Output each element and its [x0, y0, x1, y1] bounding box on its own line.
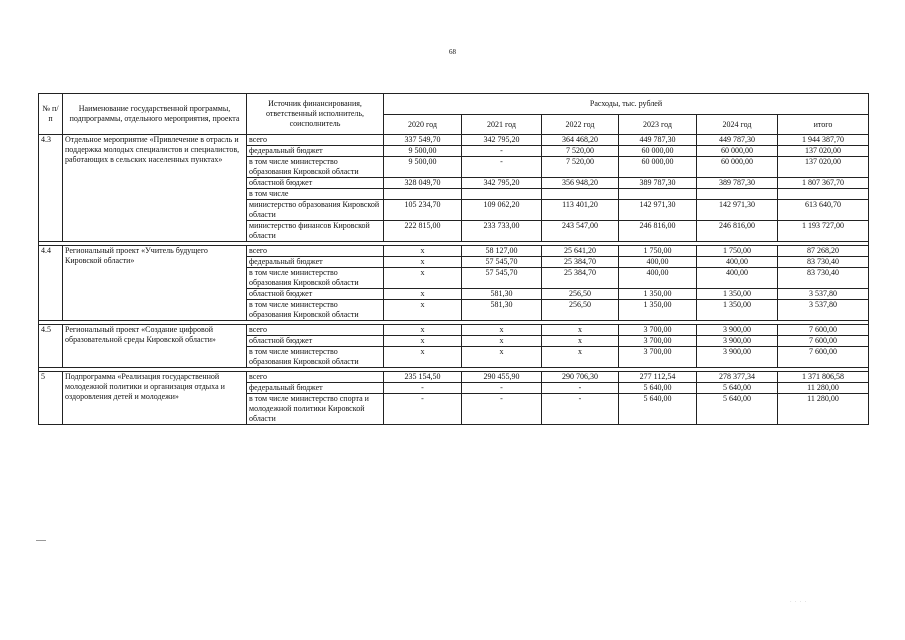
funding-source: областной бюджет	[247, 178, 384, 189]
total-cell: 137 020,00	[778, 146, 869, 157]
amount-cell: -	[542, 383, 619, 394]
amount-cell: -	[384, 383, 462, 394]
total-cell: 7 600,00	[778, 325, 869, 336]
total-cell	[778, 189, 869, 200]
amount-cell: 5 640,00	[697, 383, 778, 394]
funding-source: министерство финансов Кировской области	[247, 221, 384, 242]
amount-cell: 142 971,30	[697, 200, 778, 221]
total-cell: 83 730,40	[778, 268, 869, 289]
header-no: № п/п	[39, 94, 63, 135]
amount-cell: 400,00	[619, 257, 697, 268]
funding-source: федеральный бюджет	[247, 146, 384, 157]
header-year: 2020 год	[384, 115, 462, 135]
header-expenses: Расходы, тыс. рублей	[384, 94, 869, 115]
funding-source: министерство образования Кировской области	[247, 200, 384, 221]
amount-cell: 57 545,70	[462, 268, 542, 289]
program-name: Региональный проект «Учитель будущего Кировской области»	[63, 246, 247, 321]
amount-cell: 246 816,00	[697, 221, 778, 242]
table-row	[39, 372, 869, 383]
funding-source: всего	[247, 372, 384, 383]
amount-cell: 25 384,70	[542, 257, 619, 268]
amount-cell	[462, 189, 542, 200]
page-number: 68	[449, 48, 456, 56]
total-cell: 87 268,20	[778, 246, 869, 257]
header-source: Источник финансирования, ответственный исполнитель, соисполнитель	[247, 94, 384, 135]
amount-cell: 9 500,00	[384, 157, 462, 178]
amount-cell: 342 795,20	[462, 178, 542, 189]
amount-cell: 9 500,00	[384, 146, 462, 157]
row-number: 4.5	[39, 325, 63, 368]
amount-cell: 60 000,00	[697, 157, 778, 178]
header-name: Наименование государственной программы, подпрограммы, отдельного мероприятия, проекта	[63, 94, 247, 135]
amount-cell: 364 468,20	[542, 135, 619, 146]
amount-cell: 278 377,34	[697, 372, 778, 383]
amount-cell	[384, 189, 462, 200]
header-year: 2023 год	[619, 115, 697, 135]
amount-cell: 400,00	[697, 268, 778, 289]
total-cell: 1 193 727,00	[778, 221, 869, 242]
amount-cell: 25 384,70	[542, 268, 619, 289]
amount-cell: 337 549,70	[384, 135, 462, 146]
amount-cell: 1 350,00	[619, 300, 697, 321]
amount-cell: х	[384, 246, 462, 257]
header-year: 2022 год	[542, 115, 619, 135]
amount-cell: 256,50	[542, 289, 619, 300]
amount-cell: -	[542, 394, 619, 425]
table-row	[39, 135, 869, 146]
amount-cell: 222 815,00	[384, 221, 462, 242]
total-cell: 7 600,00	[778, 347, 869, 368]
total-cell: 83 730,40	[778, 257, 869, 268]
amount-cell: х	[384, 347, 462, 368]
amount-cell: 7 520,00	[542, 157, 619, 178]
amount-cell: 58 127,00	[462, 246, 542, 257]
amount-cell: 5 640,00	[697, 394, 778, 425]
amount-cell: 233 733,00	[462, 221, 542, 242]
amount-cell: 256,50	[542, 300, 619, 321]
amount-cell: х	[542, 325, 619, 336]
amount-cell: х	[462, 325, 542, 336]
amount-cell: х	[384, 289, 462, 300]
funding-source: в том числе министерство образования Кировской области	[247, 347, 384, 368]
funding-source: в том числе министерство спорта и молодежной политики Кировской области	[247, 394, 384, 425]
amount-cell: 290 706,30	[542, 372, 619, 383]
amount-cell: 142 971,30	[619, 200, 697, 221]
row-number: 4.3	[39, 135, 63, 242]
amount-cell: 113 401,20	[542, 200, 619, 221]
amount-cell: 389 787,30	[697, 178, 778, 189]
table-body	[39, 135, 869, 425]
amount-cell: 400,00	[697, 257, 778, 268]
amount-cell: 3 700,00	[619, 336, 697, 347]
amount-cell: 1 350,00	[697, 289, 778, 300]
funding-source: федеральный бюджет	[247, 383, 384, 394]
amount-cell: 235 154,50	[384, 372, 462, 383]
table-row	[39, 246, 869, 257]
amount-cell: 1 750,00	[697, 246, 778, 257]
amount-cell: х	[462, 347, 542, 368]
header-total: итого	[778, 115, 869, 135]
amount-cell: 1 750,00	[619, 246, 697, 257]
amount-cell: 7 520,00	[542, 146, 619, 157]
funding-source: в том числе министерство образования Кировской области	[247, 157, 384, 178]
amount-cell: 581,30	[462, 300, 542, 321]
funding-source: всего	[247, 325, 384, 336]
amount-cell: 57 545,70	[462, 257, 542, 268]
total-cell: 3 537,80	[778, 300, 869, 321]
amount-cell: -	[462, 146, 542, 157]
amount-cell: 342 795,20	[462, 135, 542, 146]
amount-cell: х	[542, 347, 619, 368]
funding-source: в том числе министерство образования Кировской области	[247, 268, 384, 289]
total-cell: 137 020,00	[778, 157, 869, 178]
amount-cell: 60 000,00	[619, 146, 697, 157]
amount-cell: 3 700,00	[619, 325, 697, 336]
amount-cell: х	[384, 300, 462, 321]
program-name: Подпрограмма «Реализация государственной молодежной политики и организация отдыха и оздоровления детей и молодежи»	[63, 372, 247, 425]
amount-cell: 3 700,00	[619, 347, 697, 368]
amount-cell: -	[462, 394, 542, 425]
total-cell: 7 600,00	[778, 336, 869, 347]
total-cell: 11 280,00	[778, 394, 869, 425]
funding-source: областной бюджет	[247, 289, 384, 300]
amount-cell: х	[462, 336, 542, 347]
budget-table	[38, 93, 869, 425]
funding-source: всего	[247, 135, 384, 146]
amount-cell	[542, 189, 619, 200]
scan-smudge: · · · ·	[790, 600, 808, 605]
amount-cell	[697, 189, 778, 200]
amount-cell: 277 112,54	[619, 372, 697, 383]
program-name: Региональный проект «Создание цифровой образовательной среды Кировской области»	[63, 325, 247, 368]
amount-cell: 243 547,00	[542, 221, 619, 242]
amount-cell: 25 641,20	[542, 246, 619, 257]
program-name: Отдельное мероприятие «Привлечение в отрасль и поддержка молодых специалистов и специалистов, работающих в сельских населенных пунктах»	[63, 135, 247, 242]
amount-cell: 581,30	[462, 289, 542, 300]
amount-cell: х	[542, 336, 619, 347]
amount-cell: 5 640,00	[619, 383, 697, 394]
amount-cell: х	[384, 325, 462, 336]
amount-cell: 105 234,70	[384, 200, 462, 221]
amount-cell: х	[384, 336, 462, 347]
header-year: 2024 год	[697, 115, 778, 135]
amount-cell: 3 900,00	[697, 325, 778, 336]
row-number: 4.4	[39, 246, 63, 321]
amount-cell: х	[384, 257, 462, 268]
amount-cell: 1 350,00	[697, 300, 778, 321]
amount-cell: -	[462, 383, 542, 394]
row-number: 5	[39, 372, 63, 425]
amount-cell: 328 049,70	[384, 178, 462, 189]
amount-cell: 3 900,00	[697, 347, 778, 368]
amount-cell: 60 000,00	[697, 146, 778, 157]
amount-cell: 290 455,90	[462, 372, 542, 383]
total-cell: 3 537,80	[778, 289, 869, 300]
total-cell: 11 280,00	[778, 383, 869, 394]
amount-cell: 449 787,30	[619, 135, 697, 146]
amount-cell: 3 900,00	[697, 336, 778, 347]
funding-source: всего	[247, 246, 384, 257]
amount-cell: 389 787,30	[619, 178, 697, 189]
amount-cell: х	[384, 268, 462, 289]
table-row	[39, 325, 869, 336]
total-cell: 613 640,70	[778, 200, 869, 221]
amount-cell: -	[462, 157, 542, 178]
funding-source: федеральный бюджет	[247, 257, 384, 268]
amount-cell: 1 350,00	[619, 289, 697, 300]
funding-source: в том числе министерство образования Кировской области	[247, 300, 384, 321]
funding-source: в том числе	[247, 189, 384, 200]
amount-cell: 60 000,00	[619, 157, 697, 178]
amount-cell: 109 062,20	[462, 200, 542, 221]
total-cell: 1 944 387,70	[778, 135, 869, 146]
scan-edge-mark	[36, 540, 46, 541]
amount-cell: 356 948,20	[542, 178, 619, 189]
funding-source: областной бюджет	[247, 336, 384, 347]
amount-cell: 449 787,30	[697, 135, 778, 146]
total-cell: 1 807 367,70	[778, 178, 869, 189]
amount-cell	[619, 189, 697, 200]
amount-cell: -	[384, 394, 462, 425]
amount-cell: 5 640,00	[619, 394, 697, 425]
amount-cell: 246 816,00	[619, 221, 697, 242]
total-cell: 1 371 806,58	[778, 372, 869, 383]
amount-cell: 400,00	[619, 268, 697, 289]
header-year: 2021 год	[462, 115, 542, 135]
